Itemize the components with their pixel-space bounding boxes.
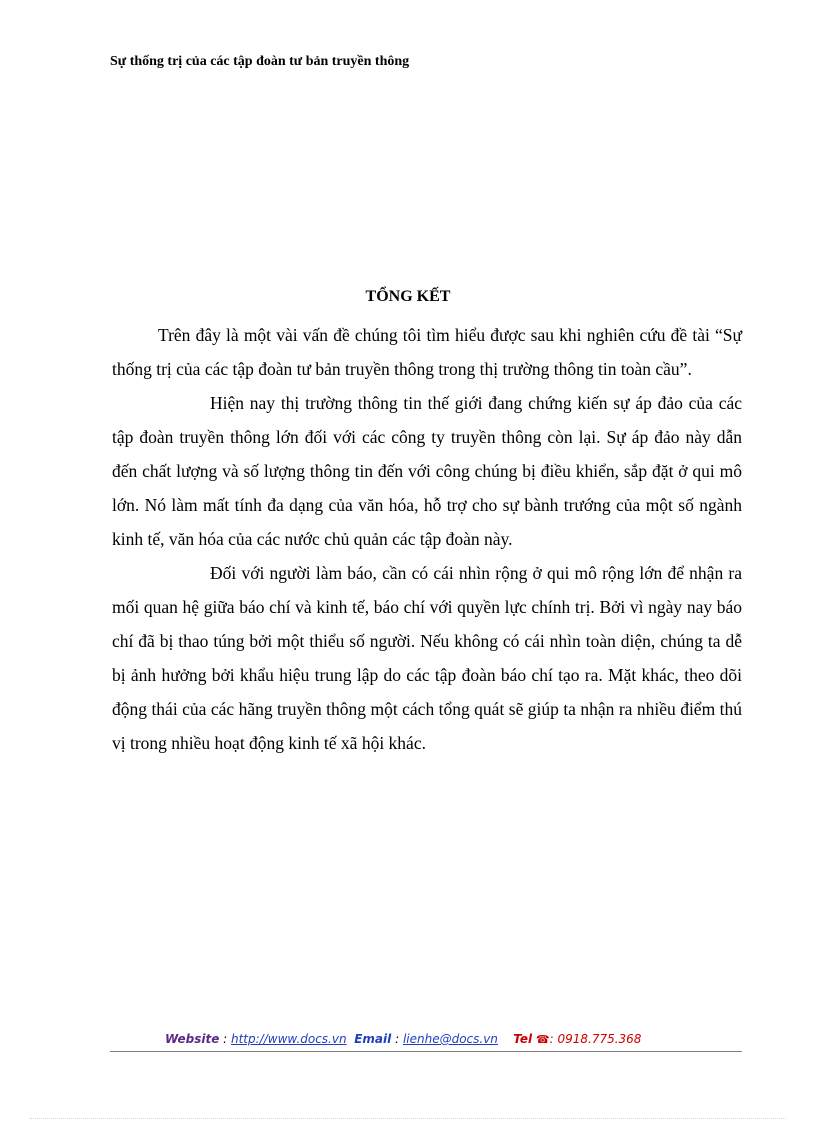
section-title: TỔNG KẾT [365,288,451,305]
paragraph-3: Đối với người làm báo, cần có cái nhìn rộng ở qui mô rộng lớn để nhận ra mối quan hệ giữa báo chí và kinh tế, báo chí với quyền lực chính trị. Bởi vì ngày nay báo chí đã bị thao túng bởi một thiểu số người. Nếu không có cái nhìn toàn diện, chúng ta dễ bị ảnh hưởng bởi khẩu hiệu trung lập do các tập đoàn báo chí tạo ra. Mặt khác, theo dõi động thái của các hãng truyền thông một cách tổng quát sẽ giúp ta nhận ra nhiều điểm thú vị trong nhiều hoạt động kinh tế xã hội khác. [112,563,742,753]
tel-value: : 0918.775.368 [549,1032,642,1046]
footer-separator: : [391,1032,403,1046]
website-label: Website [165,1032,220,1046]
document-body [112,318,742,760]
page-bottom-border [30,1118,786,1119]
running-header: Sự thống trị của các tập đoàn tư bản truyền thông [110,54,410,69]
paragraph-1: Trên đây là một vài vấn đề chúng tôi tìm hiểu được sau khi nghiên cứu đề tài “Sự thống trị của các tập đoàn tư bản truyền thông trong thị trường thông tin toàn cầu”. [112,325,742,379]
paragraph-2: Hiện nay thị trường thông tin thế giới đang chứng kiến sự áp đảo của các tập đoàn truyền thông lớn đối với các công ty truyền thông còn lại. Sự áp đảo này dẫn đến chất lượng và số lượng thông tin đến với công chúng bị điều khiển, sắp đặt ở qui mô lớn. Nó làm mất tính đa dạng của văn hóa, hỗ trợ cho sự bành trướng của một số ngành kinh tế, văn hóa của các nước chủ quản các tập đoàn này. [112,393,742,549]
email-label: Email [354,1032,392,1046]
tel-label: Tel [513,1032,533,1046]
website-link[interactable]: http://www.docs.vn [231,1032,347,1046]
footer-divider [110,1051,742,1052]
page-footer [165,1032,641,1046]
email-link[interactable]: lienhe@docs.vn [402,1032,498,1046]
footer-separator: : [219,1032,231,1046]
phone-icon: ☎ [535,1033,550,1046]
